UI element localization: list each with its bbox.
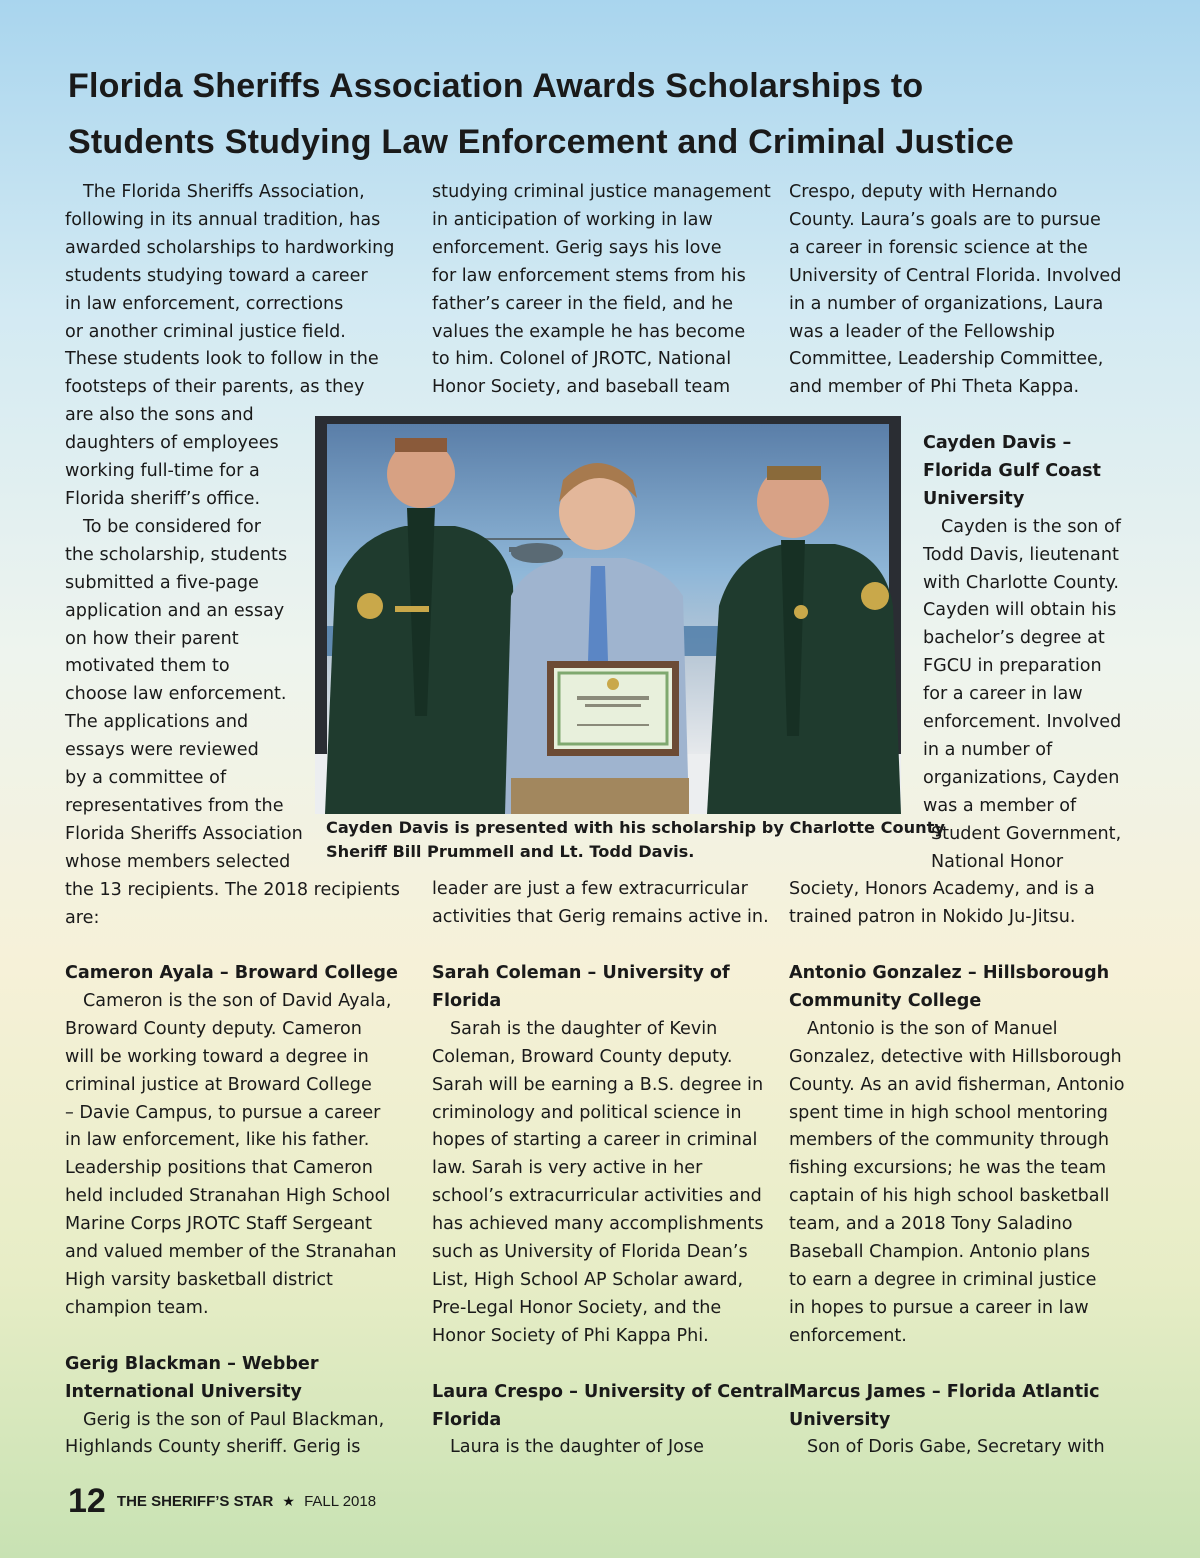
section-heading: Community College — [789, 990, 982, 1011]
text-line: daughters of employees — [65, 433, 279, 454]
text-line: Antonio is the son of Manuel — [807, 1018, 1058, 1039]
text-line: or another criminal justice field. — [65, 321, 346, 342]
blank-line — [432, 1351, 790, 1379]
text-line: County. As an avid fisherman, Antonio — [789, 1074, 1125, 1095]
text-line: organizations, Cayden — [923, 767, 1120, 788]
text-line: Society, Honors Academy, and is a — [789, 879, 1095, 899]
text-line: and valued member of the Stranahan — [65, 1242, 397, 1263]
text-line: Broward County deputy. Cameron — [65, 1018, 362, 1039]
text-line: for law enforcement stems from his — [432, 265, 746, 286]
text-line: criminology and political science in — [432, 1102, 742, 1123]
text-line: Florida sheriff’s office. — [65, 488, 261, 509]
text-line: The Florida Sheriffs Association, — [83, 182, 365, 202]
text-line: Student Government, — [931, 823, 1122, 844]
text-line: Marine Corps JROTC Staff Sergeant — [65, 1214, 373, 1235]
text-line: team, and a 2018 Tony Saladino — [789, 1214, 1073, 1235]
text-line: List, High School AP Scholar award, — [432, 1269, 744, 1290]
text-line: enforcement. Gerig says his love — [432, 237, 722, 258]
text-line: in a number of organizations, Laura — [789, 293, 1104, 314]
text-line: with Charlotte County. — [923, 572, 1119, 593]
text-line: fishing excursions; he was the team — [789, 1158, 1107, 1179]
text-line: and member of Phi Theta Kappa. — [789, 377, 1080, 398]
text-line: Gerig is the son of Paul Blackman, — [83, 1409, 385, 1430]
blank-line — [789, 1351, 1125, 1379]
text-line: Leadership positions that Cameron — [65, 1158, 373, 1179]
headline-line-2: Students Studying Law Enforcement and Criminal Justice — [68, 123, 1014, 161]
text-line: Highlands County sheriff. Gerig is — [65, 1437, 361, 1458]
text-line: High varsity basketball district — [65, 1269, 333, 1290]
headline-line-1: Florida Sheriffs Association Awards Scholarships to — [68, 67, 924, 105]
text-line: Honor Society of Phi Kappa Phi. — [432, 1325, 709, 1346]
text-line: enforcement. Involved — [923, 712, 1122, 733]
blank-line — [65, 1323, 398, 1351]
text-line: Son of Doris Gabe, Secretary with — [807, 1437, 1105, 1458]
section-heading: Marcus James – Florida Atlantic — [789, 1381, 1100, 1402]
text-line: following in its annual tradition, has — [65, 209, 381, 230]
text-line: working full-time for a — [65, 461, 260, 482]
caption-line-2: Sheriff Bill Prummell and Lt. Todd Davis. — [326, 842, 695, 861]
text-line: such as University of Florida Dean’s — [432, 1242, 748, 1263]
text-line: in hopes to pursue a career in law — [789, 1297, 1089, 1318]
section-heading: Gerig Blackman – Webber — [65, 1353, 319, 1374]
text-line: hopes of starting a career in criminal — [432, 1130, 758, 1151]
text-line: studying criminal justice management — [432, 182, 771, 202]
text-line: submitted a five-page — [65, 572, 259, 593]
page-footer — [68, 1482, 376, 1522]
text-line: Cayden will obtain his — [923, 600, 1117, 621]
text-line: awarded scholarships to hardworking — [65, 237, 395, 258]
section-heading: Antonio Gonzalez – Hillsborough — [789, 963, 1110, 983]
text-line: the scholarship, students — [65, 544, 288, 565]
photo-caption — [326, 816, 945, 864]
text-line: activities that Gerig remains active in. — [432, 906, 769, 927]
text-line: Laura is the daughter of Jose — [450, 1437, 704, 1458]
text-line: motivated them to — [65, 656, 230, 677]
text-line: champion team. — [65, 1297, 209, 1318]
section-heading: Florida — [432, 990, 502, 1011]
section-heading: International University — [65, 1381, 302, 1402]
text-line: representatives from the — [65, 795, 284, 816]
text-line: school’s extracurricular activities and — [432, 1186, 762, 1207]
section-heading: Cameron Ayala – Broward College — [65, 963, 398, 983]
text-line: in law enforcement, like his father. — [65, 1130, 370, 1151]
text-line: was a member of — [923, 795, 1077, 816]
text-line: Pre-Legal Honor Society, and the — [432, 1297, 722, 1318]
page-number: 12 — [68, 1482, 106, 1520]
text-line: members of the community through — [789, 1130, 1110, 1151]
text-line: held included Stranahan High School — [65, 1186, 391, 1207]
cayden-section — [923, 430, 1121, 877]
text-line: – Davie Campus, to pursue a career — [65, 1102, 381, 1123]
text-line: Sarah is the daughter of Kevin — [450, 1018, 718, 1039]
text-line: to him. Colonel of JROTC, National — [432, 349, 732, 370]
text-line: a career in forensic science at the — [789, 237, 1088, 258]
text-line: To be considered for — [83, 516, 261, 537]
text-line: These students look to follow in the — [65, 349, 379, 370]
text-line: Cayden is the son of — [941, 516, 1121, 537]
text-line: are also the sons and — [65, 405, 254, 426]
text-line: The applications and — [65, 712, 249, 733]
text-line: will be working toward a degree in — [65, 1046, 369, 1067]
text-line: father’s career in the field, and he — [432, 293, 734, 314]
text-line: Sarah will be earning a B.S. degree in — [432, 1074, 764, 1095]
section-heading: Laura Crespo – University of Central — [432, 1381, 790, 1402]
text-line: Coleman, Broward County deputy. — [432, 1046, 733, 1067]
section-heading: Sarah Coleman – University of — [432, 963, 730, 983]
text-line: for a career in law — [923, 684, 1083, 705]
section-heading: University — [789, 1409, 891, 1430]
section-heading: Florida — [432, 1409, 502, 1430]
issue-label: FALL 2018 — [304, 1493, 377, 1510]
text-line: Committee, Leadership Committee, — [789, 349, 1104, 370]
text-line: in law enforcement, corrections — [65, 293, 344, 314]
text-line: Honor Society, and baseball team — [432, 377, 731, 398]
text-line: Todd Davis, lieutenant — [923, 544, 1119, 565]
text-line: leader are just a few extracurricular — [432, 879, 748, 899]
text-line: students studying toward a career — [65, 265, 368, 286]
recipients-column-2 — [432, 960, 790, 1462]
section-heading: Florida Gulf Coast — [923, 460, 1101, 481]
text-line: captain of his high school basketball — [789, 1186, 1110, 1207]
text-line: Crespo, deputy with Hernando — [789, 182, 1058, 202]
text-line: in a number of — [923, 739, 1053, 760]
text-line: FGCU in preparation — [923, 656, 1102, 677]
star-icon: ★ — [282, 1493, 295, 1510]
caption-line-1: Cayden Davis is presented with his scholarship by Charlotte County — [326, 818, 945, 837]
text-line: are: — [65, 907, 100, 928]
text-line: enforcement. — [789, 1325, 907, 1346]
section-heading: Cayden Davis – — [923, 433, 1072, 453]
text-line: to earn a degree in criminal justice — [789, 1269, 1097, 1290]
text-line: spent time in high school mentoring — [789, 1102, 1108, 1123]
scholarship-photo — [315, 416, 901, 814]
text-line: application and an essay — [65, 600, 285, 621]
article-headline — [68, 58, 1168, 170]
text-line: was a leader of the Fellowship — [789, 321, 1055, 342]
text-line: essays were reviewed — [65, 740, 259, 761]
magazine-name: THE SHERIFF’S STAR — [116, 1493, 274, 1510]
text-line: has achieved many accomplishments — [432, 1214, 764, 1235]
text-line: Gonzalez, detective with Hillsborough — [789, 1046, 1122, 1067]
recipients-column-1 — [65, 960, 398, 1462]
text-line: choose law enforcement. — [65, 684, 287, 705]
text-line: footsteps of their parents, as they — [65, 377, 365, 398]
text-line: National Honor — [931, 851, 1064, 872]
text-line: on how their parent — [65, 628, 239, 649]
text-line: the 13 recipients. The 2018 recipients — [65, 879, 400, 900]
text-line: bachelor’s degree at — [923, 628, 1105, 649]
gerig-continued-bottom — [432, 876, 769, 932]
text-line: Florida Sheriffs Association — [65, 823, 303, 844]
text-line: law. Sarah is very active in her — [432, 1158, 703, 1179]
text-line: University of Central Florida. Involved — [789, 265, 1122, 286]
gerig-continued-top — [432, 179, 771, 402]
cayden-continued-bottom — [789, 876, 1095, 932]
text-line: Baseball Champion. Antonio plans — [789, 1242, 1091, 1263]
text-line: in anticipation of working in law — [432, 209, 713, 230]
section-heading: University — [923, 488, 1025, 509]
text-line: County. Laura’s goals are to pursue — [789, 209, 1101, 230]
text-line: by a committee of — [65, 768, 227, 789]
text-line: Cameron is the son of David Ayala, — [83, 990, 392, 1011]
text-line: whose members selected — [65, 851, 291, 872]
laura-continued-top — [789, 179, 1121, 402]
text-line: criminal justice at Broward College — [65, 1074, 372, 1095]
text-line: values the example he has become — [432, 321, 746, 342]
text-line: trained patron in Nokido Ju-Jitsu. — [789, 906, 1076, 927]
recipients-column-3 — [789, 960, 1125, 1462]
